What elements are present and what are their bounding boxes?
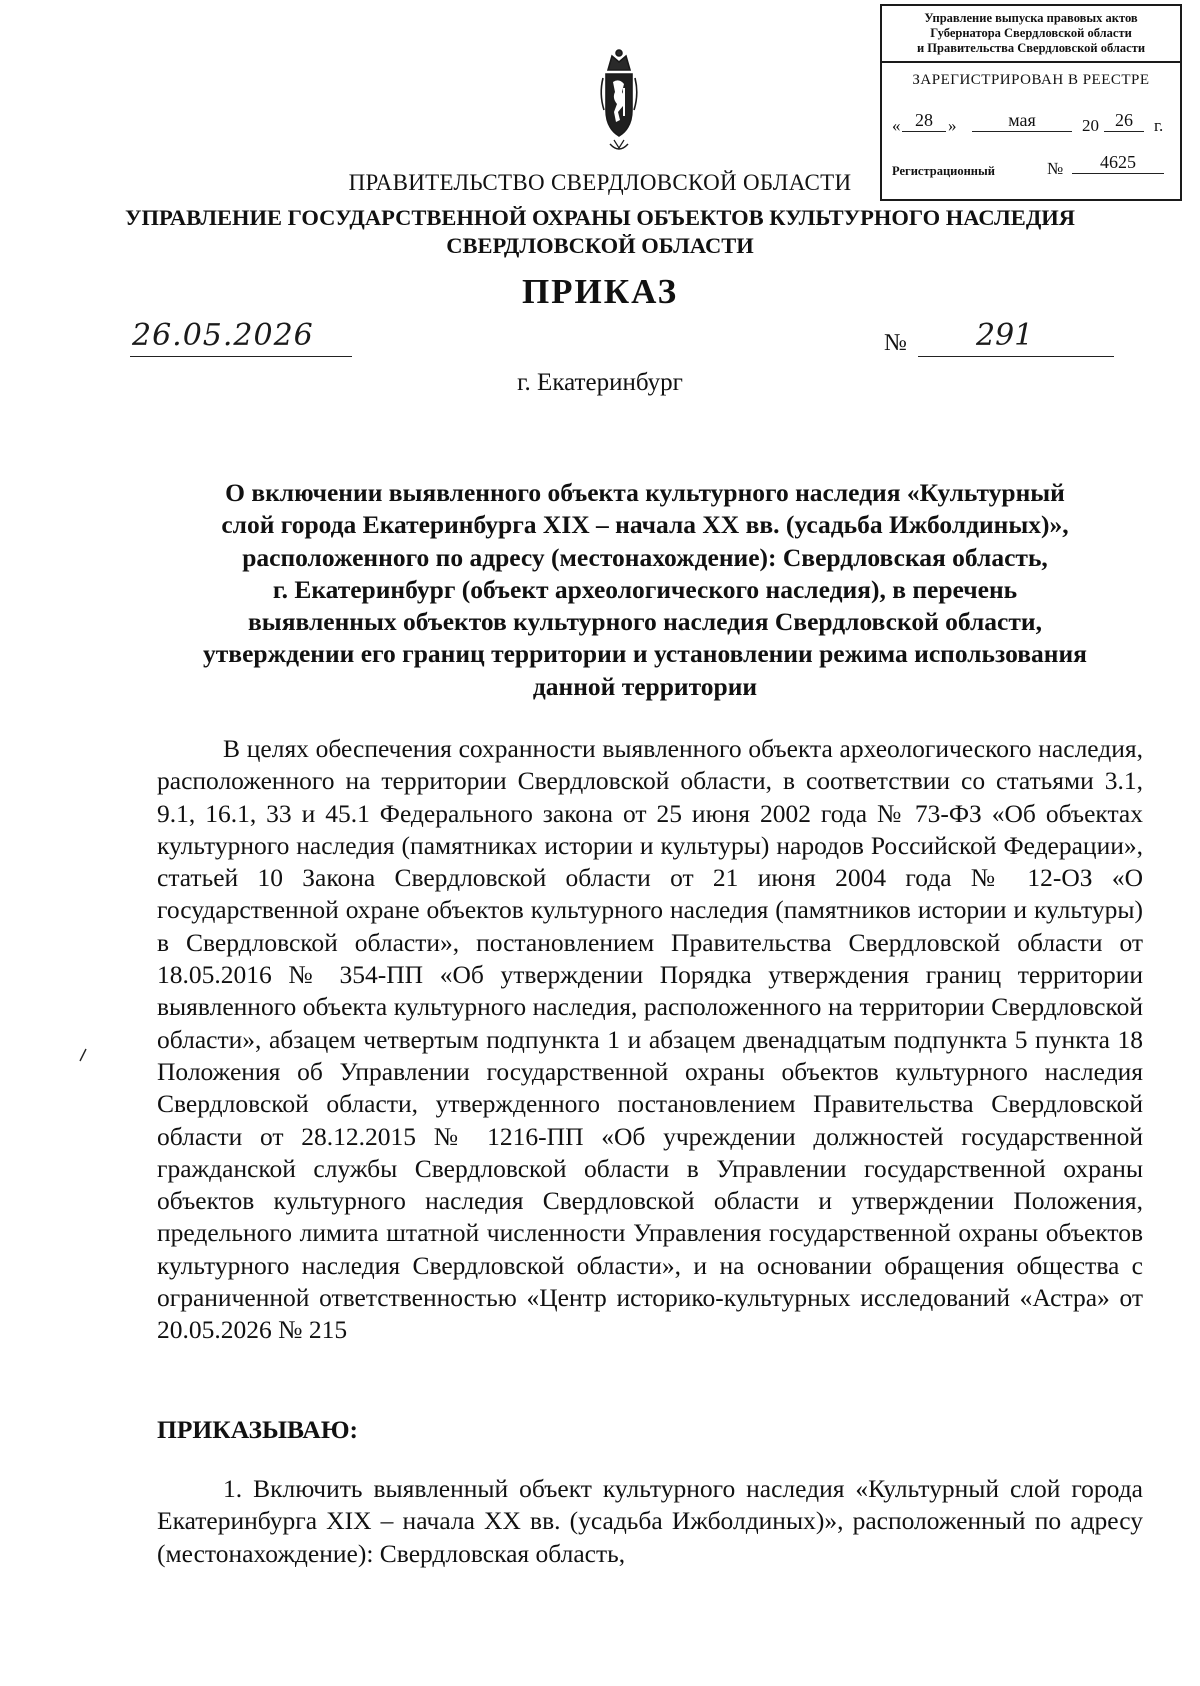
quote-open: «	[892, 116, 901, 135]
order-number-field	[918, 318, 1114, 357]
stamp-header-line: и Правительства Свердловской области	[916, 41, 1146, 55]
preamble-paragraph: В целях обеспечения сохранности выявленного объекта археологического наследия, расположенного на территории Свердловской области, в соответствии со статьями 3.1, 9.1, 16.1, 33 и 45.1 Федерального закона от 25 июня 2002 года № 73-ФЗ «Об объектах культурного наследия (памятниках истории и культуры) народов Российской Федерации», статьей 10 Закона Свердловской области от 21 июня 2004 года № 12-ОЗ «О государственной охране объектов культурного наследия (памятников истории и культуры) в Свердловской области», постановлением Правительства Свердловской области от 18.05.2016 № 354-ПП «Об утверждении Порядка утверждения границ территории выявленного объекта культурного наследия, расположенного на территории Свердловской области», абзацем четвертым подпункта 1 и абзацем двенадцатым подпункта 5 пункта 18 Положения об Управлении государственной охраны объектов культурного наследия Свердловской области, утвержденного постановлением Правительства Свердловской области от 28.12.2015 № 1216-ПП «Об учреждении должностей государственной гражданской службы Свердловской области в Управлении государственной охраны объектов культурного наследия Свердловской области и утверждении Положения, предельного лимита штатной численности Управления государственной охраны объектов культурного наследия Свердловской области», и на основании обращения общества с ограниченной ответственностью «Центр историко-культурных исследований «Астра» от 20.05.2026 № 215	[157, 734, 1143, 1345]
stamp-year-prefix: 20	[1082, 116, 1099, 135]
stamp-reg-label: Регистрационный	[892, 164, 995, 178]
stamp-day: 28	[902, 110, 946, 132]
document-type: ПРИКАЗ	[521, 272, 679, 311]
quote-close: »	[948, 116, 957, 135]
title-line: О включении выявленного объекта культурного наследия «Культурный	[225, 478, 1065, 507]
stamp-header	[882, 6, 1180, 63]
government-name: ПРАВИТЕЛЬСТВО СВЕРДЛОВСКОЙ ОБЛАСТИ	[348, 170, 852, 195]
handwritten-date: 26.05.2026	[132, 318, 314, 353]
title-line: утверждении его границ территории и установлении режима использования	[203, 639, 1087, 669]
title-line: г. Екатеринбург (объект археологического наследия), в перечень	[272, 574, 1018, 604]
stamp-month: мая	[972, 110, 1072, 132]
stamp-year-unit: г.	[1154, 116, 1164, 135]
stamp-reg-no-sign: №	[1047, 159, 1064, 178]
department-line: УПРАВЛЕНИЕ ГОСУДАРСТВЕННОЙ ОХРАНЫ ОБЪЕКТОВ КУЛЬТУРНОГО НАСЛЕДИЯ	[124, 205, 1076, 230]
title-line: расположенного по адресу (местонахождение): Свердловская область,	[242, 542, 1048, 572]
department-line: СВЕРДЛОВСКОЙ ОБЛАСТИ	[446, 233, 754, 258]
order-keyword: ПРИКАЗЫВАЮ:	[157, 1415, 359, 1444]
stamp-reg-number: 4625	[1072, 152, 1164, 174]
handwritten-number: 291	[976, 318, 1034, 353]
stamp-date	[892, 110, 1182, 138]
stamp-title: ЗАРЕГИСТРИРОВАН В РЕЕСТРЕ	[912, 72, 1150, 88]
stamp-header-line: Управление выпуска правовых актов	[924, 11, 1138, 25]
title-line: данной территории	[532, 671, 758, 701]
margin-tick-icon	[78, 1048, 88, 1062]
title-line: слой города Екатеринбурга XIX – начала XX вв. (усадьба Ижболдиных)»,	[221, 510, 1069, 540]
stamp-year-suffix: 26	[1104, 110, 1144, 132]
title-line: выявленных объектов культурного наследия Свердловской области,	[248, 607, 1042, 637]
city-line: г. Екатеринбург	[517, 369, 683, 396]
department-name	[100, 204, 1100, 260]
coat-of-arms-icon	[596, 48, 642, 158]
preamble-block	[157, 733, 1143, 1347]
stamp-header-line: Губернатора Свердловской области	[930, 26, 1132, 40]
order-item-1: 1. Включить выявленный объект культурного наследия «Культурный слой города Екатеринбурга XIX – начала XX вв. (усадьба Ижболдиных)», расположенный по адресу (местонахождение): Свердловская область,	[157, 1474, 1143, 1568]
document-title	[150, 477, 1140, 703]
order-date-field	[130, 318, 352, 357]
number-label: №	[884, 330, 907, 356]
